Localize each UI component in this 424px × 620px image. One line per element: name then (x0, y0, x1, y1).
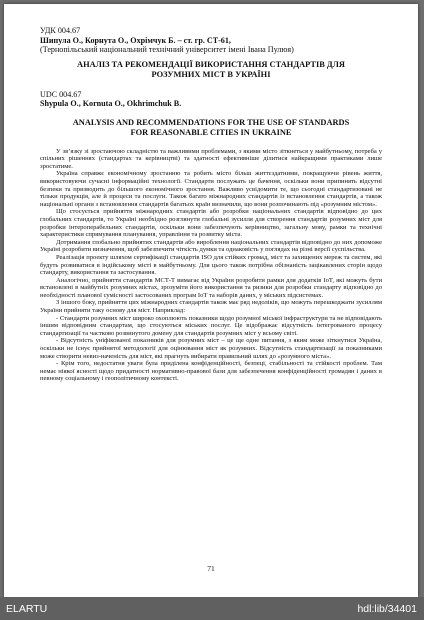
affiliation-ukr: (Тернопільський національний технічний університет імені Івана Пулюя) (40, 45, 294, 55)
article-body (40, 148, 382, 383)
authors-ukr: Шипула О., Корнута О., Охрімчук Б. – ст. гр. СТ-61, (40, 35, 231, 45)
title-ukr-line-1: АНАЛІЗ ТА РЕКОМЕНДАЦІЇ ВИКОРИСТАННЯ СТАНДАРТІВ ДЛЯ (77, 59, 345, 69)
paragraph: Що стосується прийняття міжнародних стандартів або розробки національних стандартів відповідно до цих глобальних стандартів, то Україні необхідно розглянути глобальні зусилля для створення стандартів розумних міст для розробки інтероперабельних стандартів, оскільки вони забезпечують керівництво, загальну мову, рамки та технічні характеристики спрямування планування, управління та розвитку міста. (40, 208, 382, 239)
paragraph: Україна справжє економічному зростанню та робить місто більш життєздатними, покращуючи рівень життя, використовуючи сучасні інформаційні технології. Стандарти послужать це бачення, оскільки вони припинять відсутні безпеки та призводить до більшого економічного зростання. Важливо усвідомити те, що сьогодні стандартизовані не тільки продукція, але й процеси та послуги. Також багато міжнародних стандартів із встановлення стандартів, а також національні органи з встановлення стандартів багатьох країн визначили, що вони розпочинають під «розумним містом». (40, 170, 382, 208)
page-number: 71 (207, 564, 215, 573)
paragraph: У зв’язку зі зростаючою складністю та важливими проблемами, з якими місто зіткнеться у майбутньому, потреба у спільних рішеннях (стандартах та керівництві) та здатності ефективніше ділитися найкращими практиками лише зростатиме. (40, 147, 382, 170)
list-item: - Стандарти розумних міст широко охоплюють показники щодо розумної міської інфраструктури та не відповідають іншим відповідним стандартам, що стосуються міських послуг. Це відображає відсутність інтегрованого процесу стандартизації та частково розвинутого домену для стандартів розумних міст у всьому світі. (40, 314, 382, 337)
viewer-footer (0, 597, 424, 620)
paragraph: Дотримання глобально прийнятих стандартів або вироблення національних стандартів відповідно до них допоможе Україні розробити визначення, щоб забезпечити чіткість думки та однаковість у поглядах на різні версії суспільства. (40, 238, 382, 254)
paragraph: Аналогічно, прийняття стандартів МСТ-Т вимагає від України розробити рамки для додатків IoT, які можуть бути встановлені в майбутніх розумних містах, зрозуміти його використання та ризики для розробки стандарту відповідно до необхідності планової сумісності застосованих програм IoT та наборів даних, у міських підсистемах. (40, 276, 382, 299)
title-eng-line-1: ANALYSIS AND RECOMMENDATIONS FOR THE USE OF STANDARDS (72, 117, 350, 127)
udc-eng: UDC 004.67 (40, 89, 82, 99)
document-page (4, 4, 418, 597)
paragraph: Реалізація проекту шляхом сертифікації стандартів ISO для стійких громад, міст та захищених мереж та систем, які будуть розвиватися в індійському місті в майбутньому. Для цього також потрібна обізнаність зацікавлених сторін щодо стандарту, використання та застосування. (40, 253, 382, 277)
repository-label: ELARTU (6, 603, 48, 615)
handle-label: hdl:lib/34401 (357, 603, 417, 615)
title-ukr-line-2: РОЗУМНИХ МІСТ В УКРАЇНІ (151, 70, 271, 80)
list-item: - Крім того, недостатня уваги була приділена конфіденційності, безпеці, стабільності та стійкості проблем. Там немає ніякої ясності щодо придатності нормативно-правової бази для забезпечення конфіденційності громадян і даних в певному соціальному і геополітичному контексті. (40, 360, 382, 383)
title-eng-line-2: FOR REASONABLE CITIES IN UKRAINE (130, 128, 292, 138)
udc-ukr: УДК 004.67 (40, 26, 81, 35)
paragraph: З іншого боку, прийняття цих міжнародних стандартів також має ряд недоліків, що можуть перешкоджати зусиллям України прийняти таку основу для міст. Наприклад: (40, 299, 382, 315)
authors-eng: Shypula O., Kornuta O., Okhrimchuk B. (40, 99, 182, 109)
list-item: - Відсутність уніфікованої показників для розумних міст – це ще одне питання, з яким може зіткнутися Україна, оскільки не існує прийнятої методології для оцінювання міст як розумних. Відсутність стандартизації за показниками може створити невиз-наченість для міст, які прагнуть вибирати правильний шлях до «розумного міста». (40, 337, 382, 360)
